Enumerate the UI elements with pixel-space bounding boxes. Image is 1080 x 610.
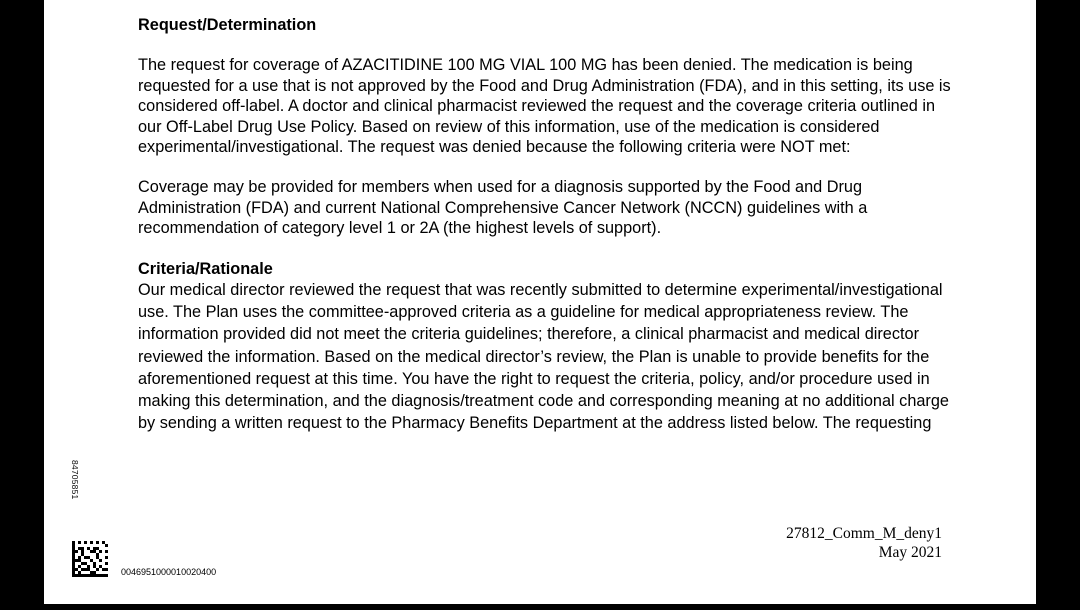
barcode-icon — [72, 541, 108, 577]
document-body — [138, 15, 958, 434]
form-date: May 2021 — [878, 544, 942, 561]
barcode-number: 0046951000010020400 — [121, 567, 217, 577]
request-paragraph-1: The request for coverage of AZACITIDINE 100 MG VIAL 100 MG has been denied. The medication is being requested for a use that is not approved by the Food and Drug Administration (FDA), and in this setting, its use is considered off-label. A doctor and clinical pharmacist reviewed the request and the coverage criteria outlined in our Off-Label Drug Use Policy. Based on review of this information, use of the medication is considered experimental/investigational. The request was denied because the following criteria were NOT met: — [138, 56, 951, 157]
section-heading-request: Request/Determination — [138, 16, 317, 34]
side-tracking-code: 84705851 — [70, 460, 80, 500]
form-code: 27812_Comm_M_deny1 — [786, 525, 942, 542]
document-page — [44, 0, 1036, 604]
section-heading-criteria: Criteria/Rationale — [138, 259, 273, 278]
footer-form-code — [786, 524, 942, 562]
request-paragraph-2: Coverage may be provided for members when used for a diagnosis supported by the Food and Drug Administration (FDA) and current National Comprehensive Cancer Network (NCCN) guidelines with a recommendation of category level 1 or 2A (the highest levels of support). — [138, 178, 868, 238]
criteria-paragraph: Our medical director reviewed the request that was recently submitted to determine experimental/investigational use. The Plan uses the committee-approved criteria as a guideline for medical appropriateness review. The information provided did not meet the criteria guidelines; therefore, a clinical pharmacist and medical director reviewed the information. Based on the medical director’s review, the Plan is unable to provide benefits for the aforementioned request at this time. You have the right to request the criteria, policy, and/or procedure used in making this determination, and the diagnosis/treatment code and corresponding meaning at no additional charge by sending a written request to the Pharmacy Benefits Department at the address listed below. The requesting — [138, 281, 949, 433]
